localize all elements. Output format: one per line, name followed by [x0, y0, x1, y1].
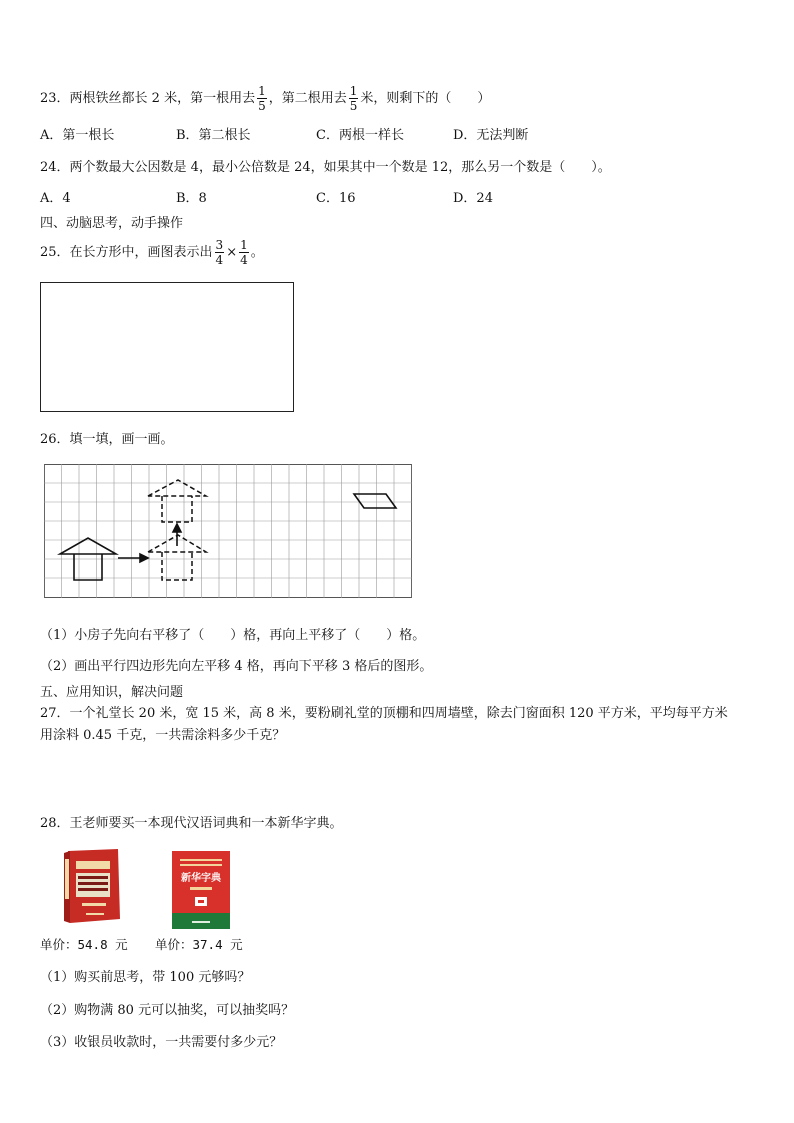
q28-title: 28．王老师要买一本现代汉语词典和一本新华字典。 — [40, 816, 343, 831]
q25-drawing-rectangle[interactable] — [40, 282, 294, 412]
q23-mid: ，第二根用去 — [268, 91, 347, 106]
parallelogram — [354, 494, 396, 508]
q25-times: × — [226, 245, 238, 260]
q24-stem: 24．两个数最大公因数是 4，最小公倍数是 24，如果其中一个数是 12，那么另一个数是（ ）。 — [40, 160, 611, 175]
arrow-right-icon — [118, 554, 148, 562]
xinhua-price: 单价：37.4 元 — [155, 937, 243, 952]
q25-prefix: 25．在长方形中，画图表示出 — [40, 245, 213, 260]
q25-fraction-2: $\frac{1}{4}$ — [240, 238, 248, 267]
q23-stem — [40, 84, 490, 113]
q24-option-b[interactable]: B．8 — [176, 191, 207, 206]
q23-option-a[interactable]: A．第一根长 — [40, 128, 115, 143]
q28-subquestion-2: （2）购物满 80 元可以抽奖，可以抽奖吗？ — [40, 1003, 295, 1018]
q23-fraction-1: $\frac{1}{5}$ — [258, 84, 266, 113]
grid-lines — [44, 464, 412, 598]
q25-stem — [40, 238, 264, 267]
q23-option-b[interactable]: B．第二根长 — [176, 128, 251, 143]
q26-subquestion-2: （2）画出平行四边形先向左平移 4 格，再向下平移 3 格后的图形。 — [40, 659, 433, 674]
q24-option-d[interactable]: D．24 — [453, 191, 493, 206]
modern-chinese-dictionary-image — [62, 847, 124, 925]
q23-option-d[interactable]: D．无法判断 — [453, 128, 529, 143]
q23-fraction-2: $\frac{1}{5}$ — [349, 84, 358, 113]
arrow-up-icon — [173, 524, 181, 546]
q26-grid-figure[interactable] — [44, 464, 412, 598]
q27-line-1: 27．一个礼堂长 20 米，宽 15 米，高 8 米，要粉刷礼堂的顶棚和四周墙壁，除去门窗面积 120 平方米，平均每平方米 — [40, 706, 728, 721]
q26-subquestion-1: （1）小房子先向右平移了（ ）格，再向上平移了（ ）格。 — [40, 628, 426, 643]
dashed-house-moved-up — [148, 480, 206, 522]
q28-subquestion-3: （3）收银员收款时，一共需要付多少元？ — [40, 1035, 283, 1050]
q25-suffix: 。 — [250, 245, 264, 260]
xinhua-dictionary-image — [172, 851, 230, 929]
q25-fraction-1: $\frac{3}{4}$ — [215, 238, 224, 267]
q28-subquestion-1: （1）购买前思考，带 100 元够吗？ — [40, 970, 251, 985]
q24-option-a[interactable]: A．4 — [40, 191, 71, 206]
q23-suffix: 米，则剩下的（ ） — [360, 91, 491, 106]
dictionary-price: 单价：54.8 元 — [40, 937, 128, 952]
section-4-title: 四、动脑思考，动手操作 — [40, 216, 184, 231]
q27-line-2: 用涂料 0.45 千克，一共需涂料多少千克？ — [40, 728, 286, 743]
q26-title: 26．填一填，画一画。 — [40, 432, 174, 447]
q23-option-c[interactable]: C．两根一样长 — [316, 128, 404, 143]
xinhua-cover-title: 新华字典 — [181, 873, 221, 884]
q23-prefix: 23．两根铁丝都长 2 米，第一根用去 — [40, 91, 256, 106]
section-5-title: 五、应用知识，解决问题 — [40, 685, 184, 700]
q24-option-c[interactable]: C．16 — [316, 191, 356, 206]
